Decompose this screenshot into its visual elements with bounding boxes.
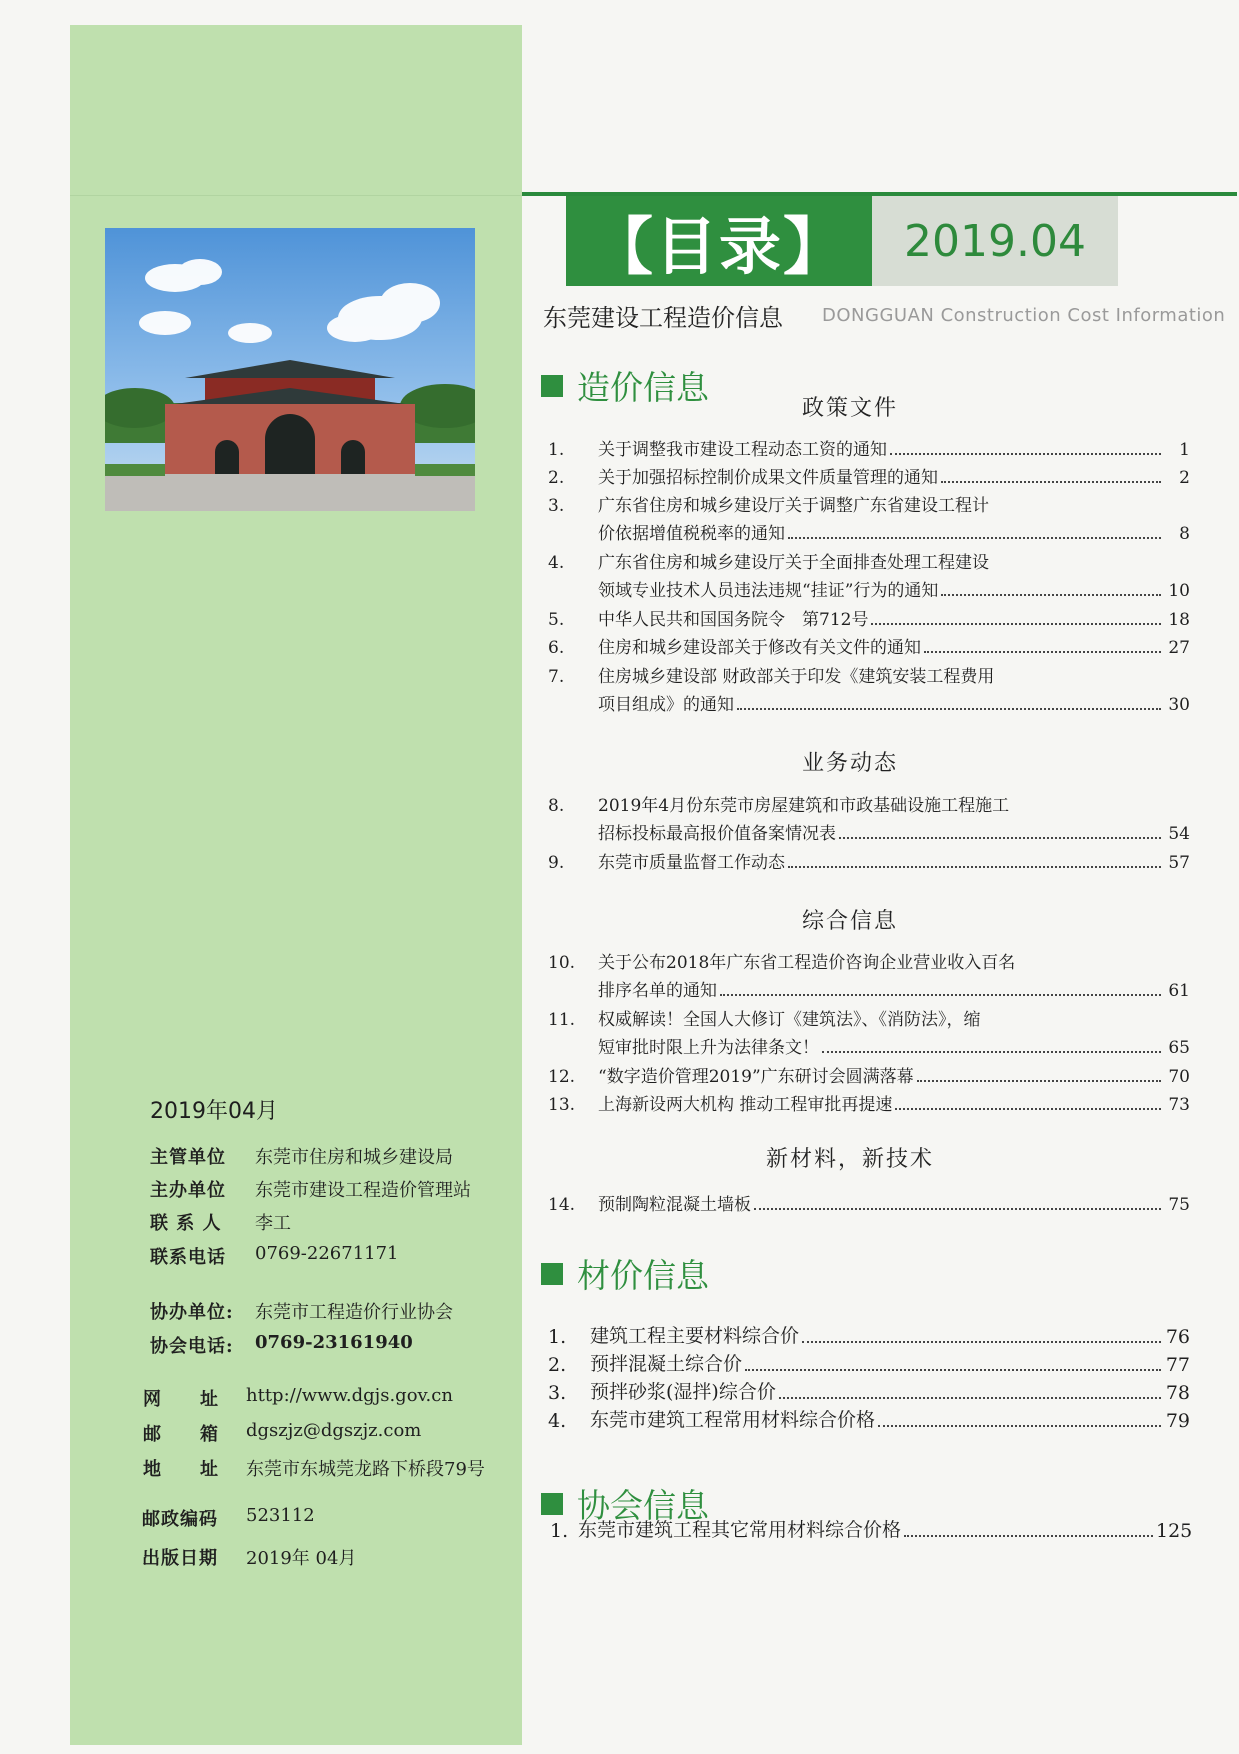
- toc-title: 东莞市建筑工程其它常用材料综合价格: [578, 1519, 902, 1541]
- toc-num: 14.: [548, 1195, 576, 1215]
- info-label: 地 址: [143, 1459, 219, 1480]
- info-label: 邮 箱: [143, 1424, 219, 1445]
- toc-item-6[interactable]: [548, 630, 1190, 658]
- issue-year: 2019.04: [872, 196, 1118, 286]
- info-label: 协会电话:: [150, 1336, 234, 1357]
- journal-title-cn: 东莞建设工程造价信息: [543, 304, 783, 332]
- toc-title: “数字造价管理2019”广东研讨会圆满落幕: [598, 1067, 914, 1087]
- info-label: 主办单位: [150, 1180, 226, 1201]
- toc-title-cont: 领域专业技术人员违法违规“挂证”行为的通知: [598, 581, 939, 601]
- toc-num: 10.: [548, 953, 576, 973]
- toc-num: 3.: [548, 496, 565, 516]
- toc-page: 70: [1168, 1067, 1190, 1087]
- toc-title: 广东省住房和城乡建设厅关于调整广东省建设工程计: [598, 496, 989, 516]
- toc-item-5[interactable]: [548, 602, 1190, 630]
- toc-page: 8: [1179, 524, 1190, 544]
- toc-page: 78: [1165, 1382, 1190, 1404]
- toc-title: 【目录】: [566, 196, 872, 286]
- info-value: 0769-23161940: [255, 1332, 413, 1353]
- info-row-phone: [150, 1243, 399, 1269]
- toc-num: 9.: [548, 853, 565, 873]
- toc-num: 1.: [548, 1326, 567, 1348]
- toc-page: 10: [1168, 581, 1190, 601]
- subhead-newtech: 新材料，新技术: [765, 1147, 934, 1172]
- toc-title-cont: 项目组成》的通知: [598, 695, 734, 715]
- info-value: 李工: [255, 1213, 291, 1234]
- toc-title: 广东省住房和城乡建设厅关于全面排查处理工程建设: [598, 553, 989, 573]
- info-label: 协办单位:: [150, 1302, 234, 1323]
- toc-title-cont: 排序名单的通知: [598, 981, 717, 1001]
- info-label: 出版日期: [142, 1548, 218, 1569]
- toc-item-4[interactable]: [548, 545, 1190, 601]
- toc-title: 住房和城乡建设部关于修改有关文件的通知: [598, 638, 921, 658]
- toc-page: 18: [1168, 610, 1190, 630]
- toc-title: 预制陶粒混凝土墙板: [598, 1195, 751, 1215]
- toc-num: 3.: [548, 1382, 567, 1404]
- toc-page: 77: [1165, 1354, 1190, 1376]
- info-row-supervisor: [150, 1143, 453, 1169]
- info-row-publish-date: [142, 1544, 356, 1570]
- toc-num: 12.: [548, 1067, 576, 1087]
- info-row-contact: [150, 1209, 291, 1235]
- association-item-1[interactable]: [550, 1514, 1192, 1542]
- toc-title: 中华人民共和国国务院令 第712号: [598, 610, 869, 630]
- info-row-address: [143, 1455, 485, 1481]
- panel-divider: [70, 195, 522, 196]
- subhead-policy: 政策文件: [801, 396, 898, 421]
- info-value: 东莞市东城莞龙路下桥段79号: [246, 1459, 485, 1480]
- journal-title-en: DONGGUAN Construction Cost Information: [822, 305, 1226, 326]
- toc-title: 2019年4月份东莞市房屋建筑和市政基础设施工程施工: [598, 796, 1010, 816]
- toc-item-1[interactable]: [548, 432, 1190, 460]
- toc-page: 61: [1168, 981, 1190, 1001]
- info-label: 网 址: [143, 1389, 219, 1410]
- toc-title: 预拌混凝土综合价: [590, 1353, 743, 1375]
- subhead-business: 业务动态: [801, 751, 898, 776]
- toc-title: 权威解读！全国人大修订《建筑法》、《消防法》，缩: [598, 1010, 981, 1030]
- info-row-assoc-phone: [150, 1332, 413, 1358]
- info-value: 523112: [246, 1505, 315, 1526]
- section-title: 材价信息: [577, 1256, 709, 1295]
- toc-num: 13.: [548, 1095, 576, 1115]
- section-square-icon: [541, 1263, 563, 1285]
- toc-num: 11.: [548, 1010, 576, 1030]
- toc-num: 8.: [548, 796, 565, 816]
- toc-page: 2: [1179, 468, 1190, 488]
- toc-page: 57: [1168, 853, 1190, 873]
- toc-page: 125: [1156, 1520, 1193, 1542]
- toc-item-13[interactable]: [548, 1087, 1190, 1115]
- toc-title: 预拌砂浆(湿拌)综合价: [590, 1381, 776, 1403]
- toc-num: 7.: [548, 667, 565, 687]
- toc-page: 30: [1168, 695, 1190, 715]
- toc-item-10[interactable]: [548, 945, 1190, 1001]
- toc-title: 住房城乡建设部 财政部关于印发《建筑安装工程费用: [598, 667, 995, 687]
- toc-page: 76: [1165, 1326, 1190, 1348]
- toc-item-12[interactable]: [548, 1059, 1190, 1087]
- info-value: 东莞市工程造价行业协会: [255, 1302, 453, 1323]
- toc-num: 1.: [548, 440, 565, 460]
- toc-title-cont: 价依据增值税税率的通知: [598, 524, 785, 544]
- material-item-4[interactable]: [548, 1404, 1190, 1432]
- toc-title: 关于调整我市建设工程动态工资的通知: [598, 440, 887, 460]
- email-link[interactable]: dgszjz@dgszjz.com: [246, 1420, 422, 1441]
- section-square-icon: [541, 1493, 563, 1515]
- toc-page: 54: [1168, 824, 1190, 844]
- info-value: 东莞市住房和城乡建设局: [255, 1147, 453, 1168]
- section-title: 协会信息: [577, 1486, 709, 1525]
- info-label: 联 系 人: [150, 1213, 222, 1234]
- toc-num: 6.: [548, 638, 565, 658]
- toc-title: 东莞市建筑工程常用材料综合价格: [590, 1409, 876, 1431]
- toc-num: 4.: [548, 1410, 567, 1432]
- section-title: 造价信息: [577, 368, 709, 407]
- info-value: 2019年 04月: [246, 1548, 357, 1569]
- info-row-co-organizer: [150, 1298, 453, 1324]
- material-item-3[interactable]: [548, 1376, 1190, 1404]
- toc-num: 5.: [548, 610, 565, 630]
- toc-page: 75: [1168, 1195, 1190, 1215]
- cover-photo: [105, 228, 475, 511]
- toc-item-7[interactable]: [548, 659, 1190, 715]
- info-row-email: [143, 1420, 421, 1446]
- toc-page: 73: [1168, 1095, 1190, 1115]
- section-material-info: [541, 1250, 709, 1297]
- toc-title: 上海新设两大机构 推动工程审批再提速: [598, 1095, 893, 1115]
- info-row-website: [143, 1385, 453, 1411]
- toc-title: 东莞市质量监督工作动态: [598, 853, 785, 873]
- toc-item-2[interactable]: [548, 460, 1190, 488]
- website-link[interactable]: http://www.dgjs.gov.cn: [246, 1385, 453, 1406]
- gate-building-illustration: [105, 228, 475, 511]
- toc-item-9[interactable]: [548, 845, 1190, 873]
- info-label: 主管单位: [150, 1147, 226, 1168]
- toc-num: 2.: [548, 468, 565, 488]
- material-item-1[interactable]: [548, 1320, 1190, 1348]
- toc-page: 79: [1165, 1410, 1190, 1432]
- toc-title: 关于公布2018年广东省工程造价咨询企业营业收入百名: [598, 953, 1016, 973]
- info-row-sponsor: [150, 1176, 471, 1202]
- left-issue-date: 2019年04月: [150, 1099, 278, 1124]
- subhead-general: 综合信息: [801, 909, 898, 934]
- info-label: 联系电话: [150, 1247, 226, 1268]
- toc-num: 1.: [550, 1520, 569, 1542]
- toc-item-8[interactable]: [548, 788, 1190, 844]
- toc-title: 建筑工程主要材料综合价: [590, 1325, 800, 1347]
- material-item-2[interactable]: [548, 1348, 1190, 1376]
- toc-title-cont: 招标投标最高报价值备案情况表: [598, 824, 836, 844]
- toc-item-3[interactable]: [548, 488, 1190, 544]
- toc-page: 1: [1179, 440, 1190, 460]
- toc-title-cont: 短审批时限上升为法律条文！: [598, 1038, 819, 1058]
- info-value: 0769-22671171: [255, 1243, 399, 1264]
- toc-page: 27: [1168, 638, 1190, 658]
- info-row-postcode: [142, 1505, 315, 1531]
- toc-num: 2.: [548, 1354, 567, 1376]
- toc-item-11[interactable]: [548, 1002, 1190, 1058]
- toc-num: 4.: [548, 553, 565, 573]
- info-label: 邮政编码: [142, 1509, 218, 1530]
- toc-title: 关于加强招标控制价成果文件质量管理的通知: [598, 468, 938, 488]
- info-value: 东莞市建设工程造价管理站: [255, 1180, 471, 1201]
- toc-page: 65: [1168, 1038, 1190, 1058]
- toc-item-14[interactable]: [548, 1187, 1190, 1215]
